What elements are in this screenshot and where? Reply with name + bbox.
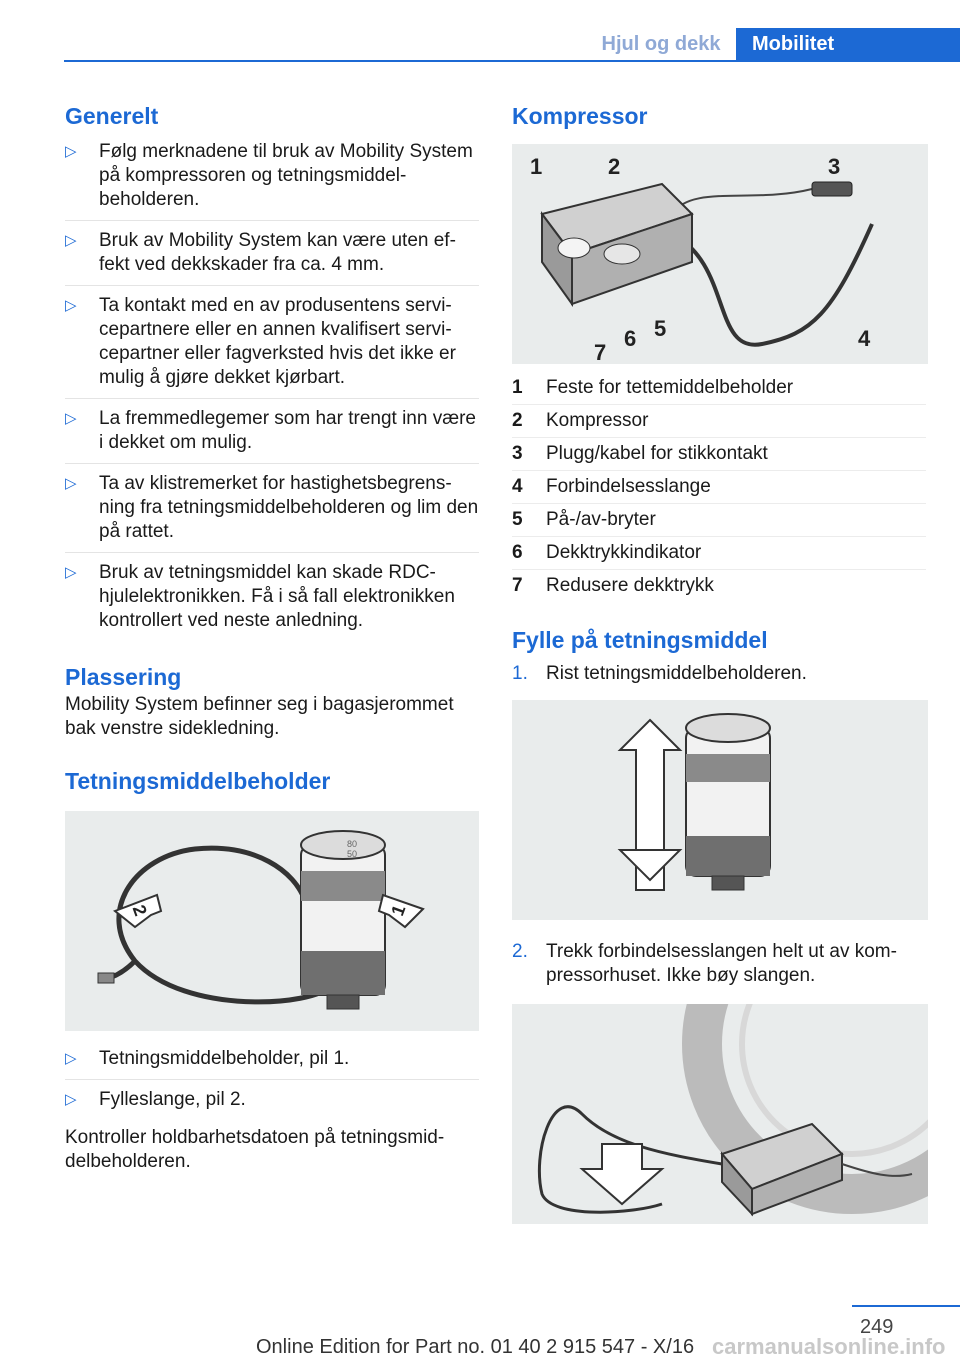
list-item: ▷ La fremmedlegemer som har trengt inn være i dekket om mulig.: [65, 399, 479, 464]
figure-label: 7: [594, 340, 607, 364]
legend-row: 2 Kompressor: [512, 405, 926, 438]
sealant-text: Kontroller holdbarhetsdatoen på tetningsmiddelbeholderen.: [65, 1127, 445, 1172]
list-item: ▷ Følg merknadene til bruk av Mobility System på kompressoren og tetningsmiddelbeholderen.: [65, 132, 479, 221]
figure-label: 5: [654, 316, 667, 341]
compressor-legend: [512, 372, 926, 602]
general-list: [65, 132, 479, 641]
legend-row: 4 Forbindelsesslange: [512, 471, 926, 504]
gauge-label-50: 50: [347, 849, 358, 859]
right-column: [512, 100, 926, 1224]
hose-illustration: [512, 1004, 928, 1224]
figure-label: 2: [608, 154, 621, 179]
shake-container-illustration: [512, 700, 928, 920]
sealant-list: [65, 1039, 479, 1120]
edition-text: Online Edition for Part no. 01 40 2 915 547 - X/16: [256, 1336, 695, 1358]
legend-row: 1 Feste for tettemiddelbeholder: [512, 372, 926, 405]
heading-fill-sealant: Fylle på tetningsmiddel: [512, 627, 768, 653]
list-item: ▷ Ta kontakt med en av produsentens servicepartnere eller en annen kvalifisert servicepartner eller fagverksted hvis det ikke er mulig å gjøre dekket kjørbart.: [65, 286, 479, 399]
watermark: carmanualsonline.info: [712, 1334, 946, 1359]
heading-placement: Plassering: [65, 664, 182, 690]
figure-label: 1: [387, 902, 410, 919]
legend-row: 5 På-/av-bryter: [512, 504, 926, 537]
step-item: 2. Trekk forbindelsesslangen helt ut av kompressorhuset. Ikke bøy slangen.: [512, 941, 897, 986]
left-column: [65, 100, 479, 1174]
sealant-container-figure: [65, 811, 479, 1031]
heading-compressor: Kompressor: [512, 103, 648, 129]
hose-figure: [512, 1004, 928, 1224]
list-item: ▷ Tetningsmiddelbeholder, pil 1.: [65, 1039, 479, 1080]
step-item: 1. Rist tetningsmiddelbeholderen.: [512, 663, 807, 684]
figure-label: 1: [530, 154, 543, 179]
figure-label: 2: [128, 902, 151, 919]
header-section-wheels: Hjul og dekk: [601, 33, 721, 55]
list-item: ▷ Ta av klistremerket for hastighetsbegrensning fra tetningsmiddelbeholderen og lim den på rattet.: [65, 464, 479, 553]
page-number: 249: [860, 1316, 894, 1338]
heading-sealant-container: Tetningsmiddelbeholder: [65, 768, 331, 794]
legend-row: 3 Plugg/kabel for stikkontakt: [512, 438, 926, 471]
sealant-container-illustration: [65, 811, 479, 1031]
placement-text: Mobility System befinner seg i bagasjerommet bak venstre sidekledning.: [65, 694, 454, 739]
fill-steps-2: [512, 934, 926, 994]
gauge-label-80: 80: [347, 839, 358, 849]
figure-label: 4: [858, 326, 871, 351]
compressor-figure: [512, 144, 928, 364]
legend-row: 6 Dekktrykkindikator: [512, 537, 926, 570]
shake-container-figure: [512, 700, 928, 920]
footer-rule: [852, 1305, 960, 1307]
compressor-illustration: [512, 144, 928, 364]
list-item: ▷ Bruk av tetningsmiddel kan skade RDC-hjulelektronikken. Få i så fall elektronikken kontrollert ved neste anledning.: [65, 553, 479, 641]
legend-row: 7 Redusere dekktrykk: [512, 575, 714, 596]
figure-label: 3: [828, 154, 841, 179]
header-section-mobility: Mobilitet: [736, 28, 960, 60]
fill-steps-1: [512, 656, 926, 692]
heading-general: Generelt: [65, 103, 159, 129]
header-rule: [64, 60, 960, 62]
list-item: ▷ Fylleslange, pil 2.: [65, 1080, 479, 1120]
figure-label: 6: [624, 326, 637, 351]
list-item: ▷ Bruk av Mobility System kan være uten effekt ved dekkskader fra ca. 4 mm.: [65, 221, 479, 286]
down-arrow-icon: [582, 1144, 662, 1204]
